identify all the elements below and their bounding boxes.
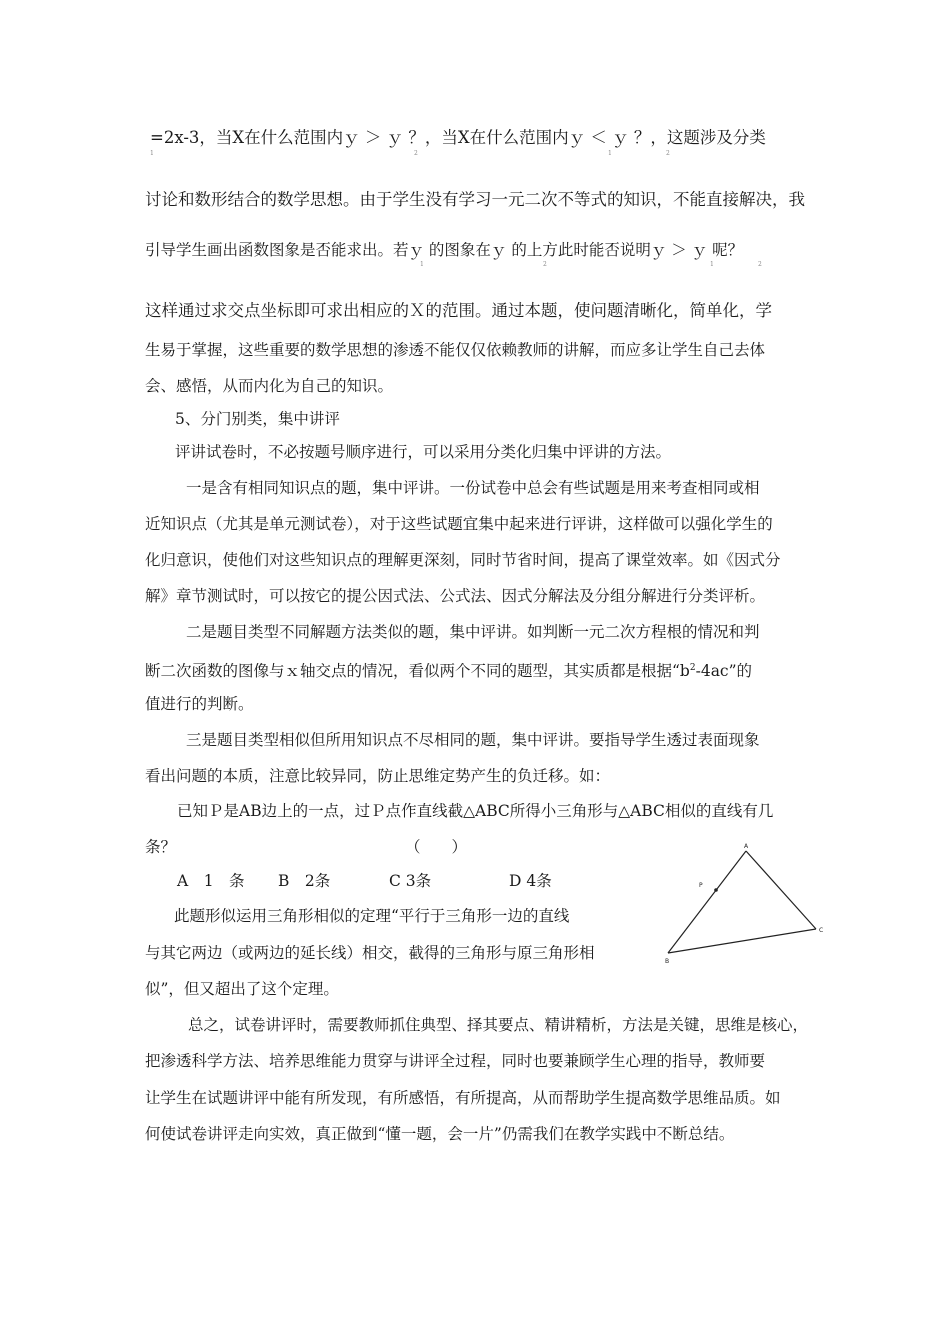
subscript: 1 [420, 261, 424, 268]
paragraph-4-line-2 [145, 658, 752, 681]
subscript: 2 [414, 150, 418, 157]
paragraph-6-line-3: 似”，但又超出了这个定理。 [145, 980, 339, 998]
paragraph-3-line-4: 解》章节测试时，可以按它的提公因式法、公式法、因式分解法及分组分解进行分类评析。 [145, 587, 766, 605]
label-a: A [744, 843, 749, 850]
label-p: P [699, 882, 703, 889]
answer-paren: （ ） [405, 838, 468, 856]
side-ac [746, 851, 816, 929]
subscript: 2 [543, 261, 547, 268]
paragraph-3-line-1: 一是含有相同知识点的题，集中评讲。一份试卷中总会有些试题是用来考查相同或相 [186, 479, 760, 497]
paragraph-4-line-2b: -4ac”的 [695, 662, 753, 681]
paragraph-1-line-5: 生易于掌握，这些重要的数学思想的渗透不能仅仅依赖教师的讲解，而应多让学生自己去体 [145, 341, 766, 359]
triangle-figure [660, 842, 840, 967]
subscript: 1 [710, 261, 714, 268]
paragraph-4-line-1: 二是题目类型不同解题方法类似的题，集中评讲。如判断一元二次方程根的情况和判 [186, 623, 760, 641]
paragraph-1-line-4: 这样通过求交点坐标即可求出相应的Ｘ的范围。通过本题，使问题清晰化，简单化，学 [145, 301, 772, 320]
paragraph-7-line-4: 何使试卷讲评走向实效，真正做到“懂一题，会一片”仍需我们在教学实践中不断总结。 [145, 1125, 735, 1143]
point-p [714, 888, 718, 892]
paragraph-3-line-3: 化归意识，使他们对这些知识点的理解更深刻，同时节省时间，提高了课堂效率。如《因式分 [145, 551, 781, 569]
paragraph-5-line-2: 看出问题的本质，注意比较异同，防止思维定势产生的负迁移。如： [145, 767, 611, 785]
paragraph-7-line-1: 总之，试卷讲评时，需要教师抓住典型、择其要点、精讲精析，方法是关键，思维是核心， [188, 1016, 809, 1034]
question-line-2: 条？ [145, 838, 177, 856]
paragraph-2-line-1: 评讲试卷时，不必按题号顺序进行，可以采用分类化归集中评讲的方法。 [175, 443, 672, 461]
option-a: A 1 条 [177, 872, 245, 890]
label-c: C [819, 927, 824, 934]
subscript: 1 [150, 150, 154, 157]
subscript: 2 [758, 261, 762, 268]
paragraph-6-line-2: 与其它两边（或两边的延长线）相交，截得的三角形与原三角形相 [145, 944, 595, 962]
label-b: B [665, 958, 670, 965]
paragraph-4-line-2a: 断二次函数的图像与ｘ轴交点的情况，看似两个不同的题型，其实质都是根据“b [145, 662, 690, 681]
option-c: C 3条 [389, 872, 432, 890]
option-d: D 4条 [509, 872, 552, 890]
subscript: 1 [608, 150, 612, 157]
option-b: B 2条 [278, 872, 331, 890]
paragraph-1-line-6: 会、感悟，从而内化为自己的知识。 [145, 377, 394, 395]
paragraph-6-line-1: 此题形似运用三角形相似的定理“平行于三角形一边的直线 [174, 907, 570, 925]
section-heading-5: 5、分门别类，集中讲评 [175, 410, 340, 428]
paragraph-3-line-2: 近知识点（尤其是单元测试卷），对于这些试题宜集中起来进行评讲，这样做可以强化学生的 [145, 515, 773, 533]
side-ab [668, 851, 746, 953]
paragraph-7-line-3: 让学生在试题讲评中能有所发现，有所感悟，有所提高，从而帮助学生提高数学思维品质。如 [145, 1089, 781, 1107]
paragraph-7-line-2: 把渗透科学方法、培养思维能力贯穿与讲评全过程，同时也要兼顾学生心理的指导，教师要 [145, 1052, 766, 1070]
paragraph-1-line-1: =2x-3，当Ⅹ在什么范围内ｙ ＞ ｙ ？，当Ⅹ在什么范围内ｙ ＜ ｙ ？，这题涉及分类 [150, 128, 766, 147]
paragraph-4-line-3: 值进行的判断。 [145, 695, 254, 713]
paragraph-1-line-2: 讨论和数形结合的数学思想。由于学生没有学习一元二次不等式的知识，不能直接解决，我 [145, 190, 805, 209]
superscript: 2 [689, 663, 696, 673]
side-bc [668, 929, 816, 953]
question-line-1: 已知Ｐ是AB边上的一点，过Ｐ点作直线截△ABC所得小三角形与△ABC相似的直线有几 [177, 802, 774, 820]
paragraph-5-line-1: 三是题目类型相似但所用知识点不尽相同的题，集中评讲。要指导学生透过表面现象 [186, 731, 760, 749]
paragraph-1-line-3: 引导学生画出函数图象是否能求出。若ｙ 的图象在ｙ 的上方此时能否说明ｙ ＞ ｙ 呢？ [145, 241, 744, 259]
subscript: 2 [666, 150, 670, 157]
